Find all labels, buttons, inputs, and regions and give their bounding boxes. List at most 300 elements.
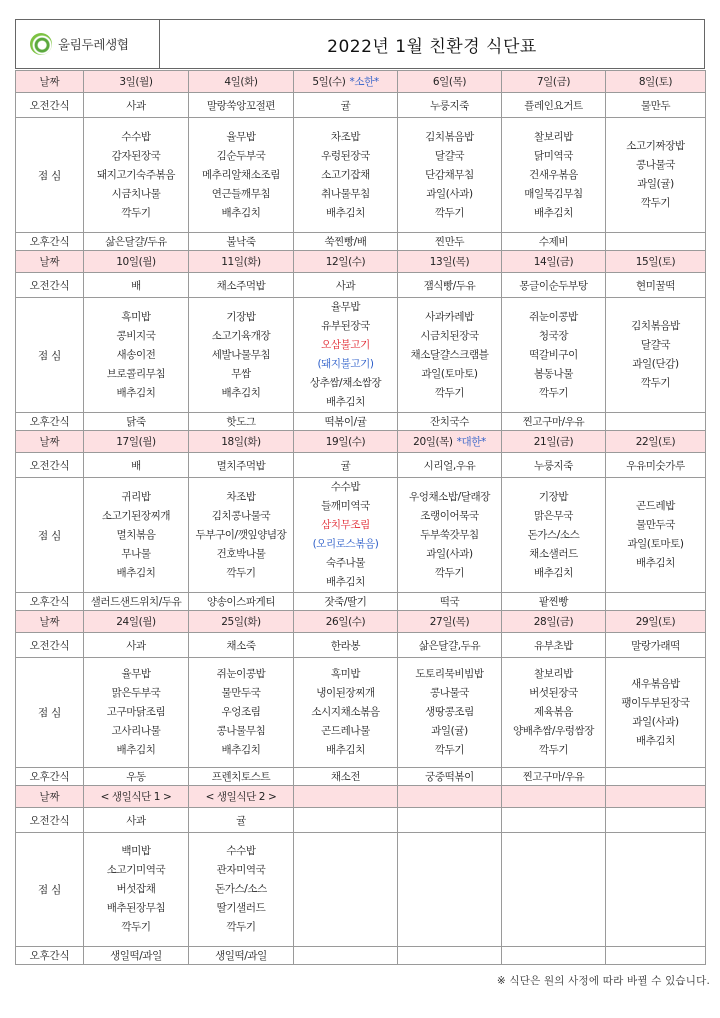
lunch-item: 백미밥: [121, 845, 151, 857]
lunch-item: 시금치나물: [111, 187, 161, 200]
am-snack-label: 오전간식: [16, 93, 84, 118]
lunch-cell: [606, 298, 706, 413]
lunch-item: 양배추쌈/우렁쌈장: [512, 725, 595, 737]
day-text: 4일(화): [224, 76, 258, 88]
lunch-item: 봄동나물: [534, 367, 573, 380]
am-snack-cell: 귤: [189, 808, 294, 833]
lunch-item: 떡갈비구이: [529, 348, 578, 361]
am-snack-cell: [502, 808, 606, 833]
lunch-cell: [294, 478, 398, 593]
day-text: 5일(수): [312, 76, 346, 88]
day-text: 18일(화): [221, 436, 261, 448]
lunch-item: 깍두기: [226, 921, 256, 933]
lunch-cell: [84, 658, 189, 768]
lunch-item: 과일(사과): [426, 187, 473, 200]
am-snack-cell: 사과: [294, 273, 398, 298]
lunch-item: 배추김치: [221, 206, 261, 219]
lunch-item: 숙주나물: [326, 557, 365, 569]
lunch-cell: [294, 298, 398, 413]
pm-snack-cell: 찐만두: [398, 233, 502, 251]
day-text: < 생일식단 1 >: [100, 791, 172, 803]
day-text: 21일(금): [533, 436, 574, 448]
am-snack-cell: 한라봉: [294, 633, 398, 658]
day-text: 6일(목): [432, 76, 467, 88]
date-row: [16, 71, 706, 93]
lunch-item: 건호박나물: [216, 547, 266, 560]
lunch-item: 브로콜리무침: [106, 367, 166, 380]
date-label: 날짜: [16, 71, 84, 93]
pm-snack-cell: 채소전: [294, 768, 398, 786]
lunch-item: 깍두기: [434, 386, 465, 399]
lunch-item: 고구마닭조림: [106, 706, 166, 718]
holiday-badge: *대한*: [456, 436, 486, 448]
am-snack-cell: [398, 808, 502, 833]
lunch-item: 달걀국: [640, 339, 671, 351]
pm-snack-cell: [606, 233, 706, 251]
lunch-item: 물만두국: [221, 687, 261, 699]
am-snack-cell: 플레인요거트: [502, 93, 606, 118]
lunch-item: 감자된장국: [111, 149, 161, 162]
lunch-item: 배추김치: [116, 566, 156, 579]
pm-snack-cell: 생일떡/과일: [189, 947, 294, 965]
am-snack-row: [16, 453, 706, 478]
date-label: 날짜: [16, 611, 84, 633]
lunch-cell: [502, 118, 606, 233]
am-snack-cell: 몽글이순두부탕: [502, 273, 606, 298]
lunch-cell: [84, 298, 189, 413]
am-snack-row: [16, 93, 706, 118]
lunch-item: 김순두부국: [216, 149, 266, 162]
lunch-item: 깍두기: [538, 744, 569, 756]
day-header: [84, 251, 189, 273]
pm-snack-cell: [606, 413, 706, 431]
lunch-item: 연근들깨무침: [211, 187, 271, 200]
footnote: ※ 식단은 원의 사정에 따라 바뀔 수 있습니다.: [496, 975, 710, 987]
lunch-item: 배추김치: [221, 386, 261, 399]
lunch-item: 달걀국: [434, 149, 465, 162]
lunch-cell: [398, 118, 502, 233]
pm-snack-cell: [606, 768, 706, 786]
lunch-item: 깍두기: [434, 744, 465, 756]
page-header: [15, 19, 705, 69]
page-title: 2022년 1월 친환경 식단표: [159, 19, 705, 69]
am-snack-cell: 배: [84, 273, 189, 298]
lunch-cell: [398, 833, 502, 947]
am-snack-cell: 잼식빵/두유: [398, 273, 502, 298]
pm-snack-cell: 불낙죽: [189, 233, 294, 251]
lunch-cell: [398, 478, 502, 593]
am-snack-cell: 사과: [84, 808, 189, 833]
lunch-cell: [398, 298, 502, 413]
am-snack-cell: 채소죽: [189, 633, 294, 658]
pm-snack-label: 오후간식: [16, 768, 84, 786]
lunch-item: 소고기육개장: [211, 329, 271, 342]
lunch-label: 점 심: [16, 298, 84, 413]
lunch-item: 냉이된장찌개: [316, 687, 375, 699]
lunch-item: 상추쌈/채소쌈장: [309, 377, 382, 389]
lunch-cell: [606, 118, 706, 233]
pm-snack-cell: 잔치국수: [398, 413, 502, 431]
day-header: [294, 251, 398, 273]
am-snack-label: 오전간식: [16, 808, 84, 833]
lunch-item: 배추김치: [326, 576, 365, 588]
lunch-item: 콩나물국: [636, 159, 675, 171]
date-row: [16, 431, 706, 453]
day-text: 19일(수): [325, 436, 366, 448]
day-text: 27일(목): [429, 616, 470, 628]
lunch-item: 두부구이/깻잎양념장: [195, 528, 287, 541]
lunch-item: 소시지채소볶음: [311, 706, 380, 718]
lunch-row: [16, 478, 706, 593]
lunch-item: 깍두기: [538, 386, 569, 399]
lunch-item: 소고기된장찌개: [101, 509, 171, 522]
lunch-item: 율무밥: [330, 301, 361, 313]
day-text: 26일(수): [325, 616, 366, 628]
am-snack-cell: 삶은달걀,두유: [398, 633, 502, 658]
lunch-cell: [84, 833, 189, 947]
lunch-item: 물만두국: [636, 519, 675, 531]
pm-snack-cell: [606, 593, 706, 611]
day-text: 15일(토): [635, 256, 676, 268]
day-header: [398, 786, 502, 808]
day-header: [606, 431, 706, 453]
day-header: [294, 71, 398, 93]
day-text: 29일(토): [635, 616, 676, 628]
day-header: [502, 431, 606, 453]
day-text: 10일(월): [116, 256, 156, 268]
am-snack-cell: 누룽지죽: [502, 453, 606, 478]
lunch-item: 배추된장무침: [106, 902, 166, 914]
lunch-item: 과일(토마토): [421, 367, 478, 380]
am-snack-cell: 사과: [84, 93, 189, 118]
lunch-item: (돼지불고기): [317, 358, 374, 370]
date-row: [16, 251, 706, 273]
lunch-item: 세발나물무침: [211, 348, 271, 361]
day-text: 25일(화): [221, 616, 261, 628]
lunch-item: 딸기샐러드: [216, 902, 266, 914]
day-header: [84, 786, 189, 808]
date-label: 날짜: [16, 786, 84, 808]
day-text: 3일(월): [119, 76, 153, 88]
lunch-item: 깍두기: [640, 197, 671, 209]
pm-snack-cell: 양송이스파게티: [189, 593, 294, 611]
lunch-item: 기장밥: [226, 310, 256, 323]
day-text: 8일(토): [638, 76, 673, 88]
day-header: [398, 251, 502, 273]
day-text: 11일(화): [221, 256, 261, 268]
pm-snack-cell: 잣죽/딸기: [294, 593, 398, 611]
am-snack-cell: 채소주먹밥: [189, 273, 294, 298]
day-text: 13일(목): [429, 256, 470, 268]
lunch-item: 새송이전: [116, 348, 156, 361]
lunch-item: 흑미밥: [121, 310, 151, 323]
lunch-item: 무쌈: [231, 367, 251, 380]
lunch-cell: [84, 478, 189, 593]
am-snack-cell: 현미꿀떡: [606, 273, 706, 298]
pm-snack-cell: [502, 947, 606, 965]
lunch-item: 돈가스/소스: [215, 883, 267, 895]
day-text: 12일(수): [325, 256, 366, 268]
am-snack-cell: 누룽지죽: [398, 93, 502, 118]
pm-snack-row: [16, 233, 706, 251]
am-snack-cell: 유부초밥: [502, 633, 606, 658]
logo-swirl-icon: [30, 33, 52, 55]
pm-snack-cell: 떡볶이/귤: [294, 413, 398, 431]
date-label: 날짜: [16, 431, 84, 453]
am-snack-cell: [606, 808, 706, 833]
pm-snack-cell: [294, 947, 398, 965]
pm-snack-label: 오후간식: [16, 593, 84, 611]
lunch-row: [16, 298, 706, 413]
day-header: [502, 251, 606, 273]
am-snack-cell: 말랑가래떡: [606, 633, 706, 658]
lunch-row: [16, 833, 706, 947]
lunch-item: 쥐눈이콩밥: [529, 310, 578, 323]
lunch-item: 기장밥: [538, 490, 569, 503]
lunch-cell: [294, 833, 398, 947]
day-header: [398, 611, 502, 633]
pm-snack-label: 오후간식: [16, 413, 84, 431]
am-snack-label: 오전간식: [16, 273, 84, 298]
lunch-item: 우엉채소밥/달래장: [408, 490, 491, 503]
logo-text: 울림두레생협: [58, 37, 129, 52]
lunch-cell: [502, 298, 606, 413]
lunch-item: 귀리밥: [121, 490, 151, 503]
pm-snack-row: [16, 593, 706, 611]
lunch-cell: [189, 833, 294, 947]
day-header: [502, 71, 606, 93]
day-header: [84, 71, 189, 93]
day-header: [189, 786, 294, 808]
lunch-item: 취나물무침: [321, 187, 370, 200]
day-header: [189, 431, 294, 453]
date-label: 날짜: [16, 251, 84, 273]
day-header: [606, 611, 706, 633]
day-header: [502, 786, 606, 808]
day-header: [84, 611, 189, 633]
lunch-item: 멸치볶음: [116, 528, 156, 541]
lunch-item: 채소달걀스크램블: [410, 348, 489, 361]
pm-snack-cell: 팥찐빵: [502, 593, 606, 611]
day-header: [189, 611, 294, 633]
lunch-item: 과일(단감): [632, 358, 679, 370]
am-snack-cell: 우유미숫가루: [606, 453, 706, 478]
pm-snack-label: 오후간식: [16, 947, 84, 965]
lunch-item: 건새우볶음: [529, 168, 578, 181]
lunch-item: 오삼불고기: [321, 339, 370, 351]
lunch-item: 조랭이어묵국: [420, 509, 479, 522]
lunch-item: 도토리묵비빔밥: [415, 668, 484, 680]
day-text: 7일(금): [536, 76, 571, 88]
lunch-label: 점 심: [16, 833, 84, 947]
day-text: 22일(토): [635, 436, 676, 448]
lunch-item: 수수밥: [330, 481, 361, 493]
lunch-item: 맑은두부국: [111, 687, 161, 699]
lunch-item: 배추김치: [326, 744, 365, 756]
day-header: [398, 431, 502, 453]
lunch-cell: [189, 298, 294, 413]
pm-snack-cell: 닭죽: [84, 413, 189, 431]
lunch-item: 관자미역국: [216, 864, 266, 876]
lunch-row: [16, 118, 706, 233]
day-header: [189, 251, 294, 273]
lunch-item: 찰보리밥: [534, 130, 573, 143]
day-text: < 생일식단 2 >: [205, 791, 277, 803]
lunch-item: 맑은무국: [534, 509, 573, 522]
lunch-item: 배추김치: [534, 206, 573, 219]
pm-snack-cell: 찐고구마/우유: [502, 768, 606, 786]
day-text: 20일(목): [413, 436, 453, 448]
lunch-item: 버섯된장국: [529, 687, 578, 699]
am-snack-label: 오전간식: [16, 453, 84, 478]
lunch-item: 사과카레밥: [425, 310, 474, 323]
day-text: 28일(금): [533, 616, 574, 628]
day-header: [189, 71, 294, 93]
lunch-cell: [84, 118, 189, 233]
lunch-cell: [606, 478, 706, 593]
lunch-item: 생땅콩조림: [425, 706, 474, 718]
day-header: [502, 611, 606, 633]
lunch-label: 점 심: [16, 118, 84, 233]
am-snack-cell: 사과: [84, 633, 189, 658]
lunch-item: 배추김치: [326, 206, 365, 219]
lunch-cell: [502, 478, 606, 593]
lunch-cell: [189, 118, 294, 233]
lunch-cell: [398, 658, 502, 768]
lunch-label: 점 심: [16, 478, 84, 593]
lunch-item: 배추김치: [636, 734, 675, 747]
meal-plan-table: [15, 70, 706, 965]
lunch-item: 닭미역국: [534, 149, 573, 162]
logo: [15, 19, 159, 69]
lunch-cell: [502, 658, 606, 768]
pm-snack-cell: 궁중떡볶이: [398, 768, 502, 786]
pm-snack-cell: 우동: [84, 768, 189, 786]
am-snack-cell: 귤: [294, 93, 398, 118]
lunch-item: 찰보리밥: [534, 668, 573, 680]
lunch-cell: [502, 833, 606, 947]
lunch-item: 소고기잡채: [321, 168, 370, 181]
day-header: [606, 786, 706, 808]
pm-snack-cell: 프렌치토스트: [189, 768, 294, 786]
lunch-item: 새우볶음밥: [631, 677, 680, 690]
holiday-badge: *소한*: [349, 76, 379, 88]
lunch-item: 차조밥: [226, 490, 256, 503]
lunch-item: 채소샐러드: [529, 547, 578, 560]
am-snack-cell: 멸치주먹밥: [189, 453, 294, 478]
lunch-item: 쥐눈이콩밥: [216, 668, 266, 680]
lunch-item: 깍두기: [121, 921, 151, 933]
day-header: [294, 431, 398, 453]
lunch-item: 과일(귤): [637, 178, 674, 190]
lunch-item: 율무밥: [226, 130, 256, 143]
lunch-item: 콩나물국: [430, 687, 469, 699]
lunch-item: 배추김치: [221, 744, 261, 756]
day-header: [606, 71, 706, 93]
lunch-item: 제육볶음: [534, 706, 573, 718]
lunch-item: 메추리알채소조림: [202, 168, 280, 181]
date-row: [16, 786, 706, 808]
lunch-item: 흑미밥: [330, 668, 361, 680]
lunch-item: 우렁된장국: [321, 149, 370, 162]
pm-snack-cell: 찐고구마/우유: [502, 413, 606, 431]
pm-snack-row: [16, 947, 706, 965]
lunch-item: 돈가스/소스: [527, 528, 580, 541]
am-snack-cell: [294, 808, 398, 833]
lunch-item: 깍두기: [434, 566, 465, 579]
pm-snack-label: 오후간식: [16, 233, 84, 251]
day-text: 14일(금): [533, 256, 574, 268]
lunch-item: 우엉조림: [221, 706, 261, 718]
am-snack-label: 오전간식: [16, 633, 84, 658]
lunch-cell: [189, 478, 294, 593]
lunch-item: 깍두기: [121, 206, 151, 219]
pm-snack-cell: 생일떡/과일: [84, 947, 189, 965]
lunch-item: (오리로스볶음): [312, 538, 379, 550]
lunch-item: 무나물: [121, 547, 151, 560]
lunch-item: 소고기미역국: [106, 864, 166, 876]
lunch-item: 콩나물무침: [216, 725, 266, 737]
lunch-cell: [294, 118, 398, 233]
lunch-item: 유부된장국: [321, 320, 370, 332]
lunch-label: 점 심: [16, 658, 84, 768]
lunch-item: 과일(사과): [632, 715, 679, 728]
lunch-item: 소고기짜장밥: [626, 140, 685, 152]
lunch-item: 김치볶음밥: [631, 320, 680, 332]
lunch-item: 배추김치: [326, 396, 365, 408]
lunch-item: 수수밥: [226, 845, 256, 857]
pm-snack-cell: 떡국: [398, 593, 502, 611]
pm-snack-cell: 수제비: [502, 233, 606, 251]
lunch-item: 수수밥: [121, 130, 151, 143]
lunch-item: 들깨미역국: [321, 500, 370, 512]
am-snack-cell: 시리얼,우유: [398, 453, 502, 478]
am-snack-cell: 물만두: [606, 93, 706, 118]
lunch-item: 삼치무조림: [321, 519, 370, 531]
lunch-item: 고사리나물: [111, 725, 161, 737]
lunch-item: 팽이두부된장국: [621, 696, 690, 709]
lunch-item: 콩비지국: [116, 329, 156, 342]
date-row: [16, 611, 706, 633]
lunch-item: 돼지고기숙주볶음: [97, 168, 175, 181]
lunch-cell: [189, 658, 294, 768]
am-snack-cell: 배: [84, 453, 189, 478]
day-header: [606, 251, 706, 273]
lunch-item: 율무밥: [121, 668, 151, 680]
lunch-item: 과일(귤): [431, 725, 468, 737]
lunch-item: 배추김치: [636, 557, 675, 569]
lunch-item: 배추김치: [116, 744, 156, 756]
lunch-item: 배추김치: [116, 386, 156, 399]
pm-snack-cell: 쑥찐빵/배: [294, 233, 398, 251]
am-snack-row: [16, 808, 706, 833]
lunch-item: 과일(사과): [426, 547, 473, 560]
day-header: [84, 431, 189, 453]
lunch-item: 시금치된장국: [420, 329, 479, 342]
pm-snack-cell: 삶은달걀/두유: [84, 233, 189, 251]
am-snack-cell: 귤: [294, 453, 398, 478]
day-header: [294, 786, 398, 808]
lunch-item: 깍두기: [640, 377, 671, 389]
day-header: [398, 71, 502, 93]
lunch-item: 김치콩나물국: [211, 509, 271, 522]
pm-snack-cell: 핫도그: [189, 413, 294, 431]
am-snack-row: [16, 633, 706, 658]
lunch-item: 청국장: [538, 329, 569, 342]
lunch-cell: [606, 658, 706, 768]
lunch-row: [16, 658, 706, 768]
lunch-item: 배추김치: [534, 566, 573, 579]
